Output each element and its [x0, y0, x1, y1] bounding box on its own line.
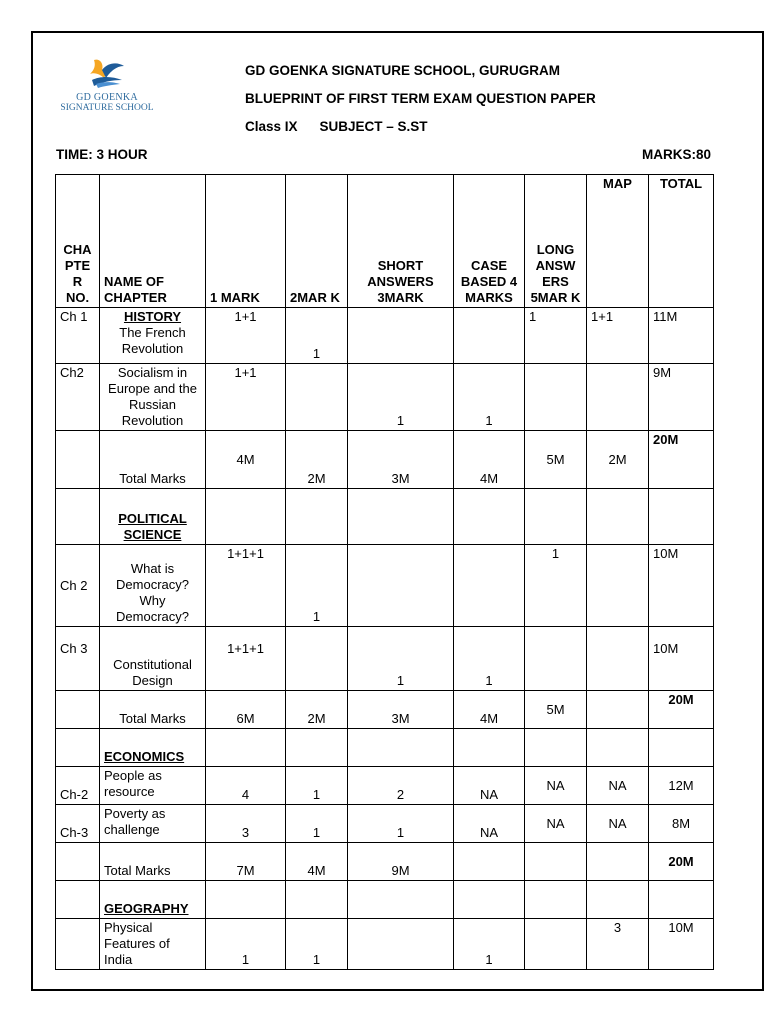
- cell-case: [454, 308, 525, 364]
- chapter-no: Ch 1: [56, 308, 100, 364]
- cell-long: 5M: [525, 691, 587, 729]
- cell-map: NA: [587, 767, 649, 805]
- cell-total: 10M: [649, 627, 714, 691]
- header-chapter-no: CHA PTE R NO.: [56, 175, 100, 308]
- cell-1-mark: 1+1: [206, 364, 286, 431]
- cell-2-mark: 1: [286, 767, 348, 805]
- header-1-mark: 1 MARK: [206, 175, 286, 308]
- chapter-no: Ch-2: [56, 767, 100, 805]
- cell-2-mark: 1: [286, 308, 348, 364]
- cell-short: 1: [348, 805, 454, 843]
- header-2-mark: 2MAR K: [286, 175, 348, 308]
- total-label: Total Marks: [100, 691, 206, 729]
- cell-map: 3: [587, 919, 649, 970]
- cell-1-mark: 6M: [206, 691, 286, 729]
- cell-short: [348, 308, 454, 364]
- table-row: [56, 805, 714, 843]
- cell-short: 1: [348, 627, 454, 691]
- cell-long: 1: [525, 308, 587, 364]
- blueprint-table: [55, 174, 714, 970]
- cell-1-mark: 4: [206, 767, 286, 805]
- cell-1-mark: 3: [206, 805, 286, 843]
- chapter-name: Physical Features of India: [100, 919, 206, 970]
- table-row: [56, 767, 714, 805]
- cell-case: 4M: [454, 431, 525, 489]
- cell-2-mark: 1: [286, 805, 348, 843]
- logo-line1: GD GOENKA: [76, 92, 138, 103]
- chapter-name: People as resource: [100, 767, 206, 805]
- cell-total: 10M: [649, 545, 714, 627]
- cell-long: NA: [525, 805, 587, 843]
- table-row-section: [56, 489, 714, 545]
- section-title-political-science: POLITICAL SCIENCE: [100, 489, 206, 545]
- class-label: Class IX: [245, 119, 298, 134]
- cell-long: 1: [525, 545, 587, 627]
- cell-case: 1: [454, 919, 525, 970]
- table-row-section: [56, 881, 714, 919]
- chapter-name: What is Democracy? Why Democracy?: [100, 545, 206, 627]
- table-row-total: [56, 691, 714, 729]
- chapter-name: Constitutional Design: [100, 627, 206, 691]
- chapter-name: The French Revolution: [119, 325, 186, 356]
- cell-total: 10M: [649, 919, 714, 970]
- cell-total: 20M: [649, 691, 714, 729]
- total-label: Total Marks: [100, 843, 206, 881]
- cell-short: 9M: [348, 843, 454, 881]
- subject-label: SUBJECT – S.ST: [319, 119, 428, 134]
- table-row-total: [56, 431, 714, 489]
- cell-2-mark: 2M: [286, 431, 348, 489]
- table-row-total: [56, 843, 714, 881]
- table-row: [56, 308, 714, 364]
- chapter-no: Ch 2: [56, 545, 100, 627]
- table-row: [56, 545, 714, 627]
- cell-total: 11M: [649, 308, 714, 364]
- class-subject-line: [245, 119, 428, 134]
- table-row: [56, 364, 714, 431]
- cell-map: NA: [587, 805, 649, 843]
- cell-map: 2M: [587, 431, 649, 489]
- chapter-name-cell: [100, 308, 206, 364]
- max-marks-label: MARKS:80: [641, 147, 711, 162]
- header-map: MAP: [587, 175, 649, 308]
- header-long-answers: LONG ANSW ERS 5MAR K: [525, 175, 587, 308]
- cell-map: [587, 364, 649, 431]
- section-title-economics: ECONOMICS: [100, 729, 206, 767]
- cell-case: 1: [454, 364, 525, 431]
- cell-case: 4M: [454, 691, 525, 729]
- cell-total: 9M: [649, 364, 714, 431]
- chapter-name: Socialism in Europe and the Russian Revolution: [100, 364, 206, 431]
- logo-line2: SIGNATURE SCHOOL: [60, 103, 154, 113]
- cell-2-mark: 1: [286, 919, 348, 970]
- table-row-section: [56, 729, 714, 767]
- cell-1-mark: 1+1+1: [206, 545, 286, 627]
- document-title: BLUEPRINT OF FIRST TERM EXAM QUESTION PAPER: [245, 91, 596, 106]
- cell-case: 1: [454, 627, 525, 691]
- school-logo: [52, 56, 162, 116]
- section-title-geography: GEOGRAPHY: [100, 881, 206, 919]
- bird-emblem-icon: [86, 56, 128, 90]
- header-case-based: CASE BASED 4 MARKS: [454, 175, 525, 308]
- chapter-no: Ch2: [56, 364, 100, 431]
- cell-1-mark: 1+1+1: [206, 627, 286, 691]
- header-total: TOTAL: [649, 175, 714, 308]
- cell-2-mark: 2M: [286, 691, 348, 729]
- table-row: [56, 919, 714, 970]
- cell-long: [525, 364, 587, 431]
- header-short-answers: SHORT ANSWERS 3MARK: [348, 175, 454, 308]
- cell-1-mark: 1+1: [206, 308, 286, 364]
- chapter-no: Ch 3: [56, 627, 100, 691]
- cell-short: 2: [348, 767, 454, 805]
- time-label: TIME: 3 HOUR: [56, 147, 148, 162]
- header-chapter-name: NAME OF CHAPTER: [100, 175, 206, 308]
- cell-total: 8M: [649, 805, 714, 843]
- cell-1-mark: 7M: [206, 843, 286, 881]
- cell-1-mark: 1: [206, 919, 286, 970]
- school-name: GD GOENKA SIGNATURE SCHOOL, GURUGRAM: [245, 63, 561, 78]
- cell-case: NA: [454, 805, 525, 843]
- chapter-name: Poverty as challenge: [100, 805, 206, 843]
- cell-long: 5M: [525, 431, 587, 489]
- cell-total: 12M: [649, 767, 714, 805]
- cell-2-mark: 4M: [286, 843, 348, 881]
- cell-short: 1: [348, 364, 454, 431]
- cell-2-mark: [286, 364, 348, 431]
- cell-2-mark: 1: [286, 545, 348, 627]
- cell-case: NA: [454, 767, 525, 805]
- cell-short: 3M: [348, 431, 454, 489]
- table-row: [56, 627, 714, 691]
- section-title-history: HISTORY: [123, 309, 182, 324]
- cell-long: NA: [525, 767, 587, 805]
- cell-total: 20M: [649, 843, 714, 881]
- header-row: [56, 175, 714, 308]
- cell-1-mark: 4M: [206, 431, 286, 489]
- chapter-no: Ch-3: [56, 805, 100, 843]
- cell-short: 3M: [348, 691, 454, 729]
- cell-total: 20M: [649, 431, 714, 489]
- cell-map: 1+1: [587, 308, 649, 364]
- total-label: Total Marks: [100, 431, 206, 489]
